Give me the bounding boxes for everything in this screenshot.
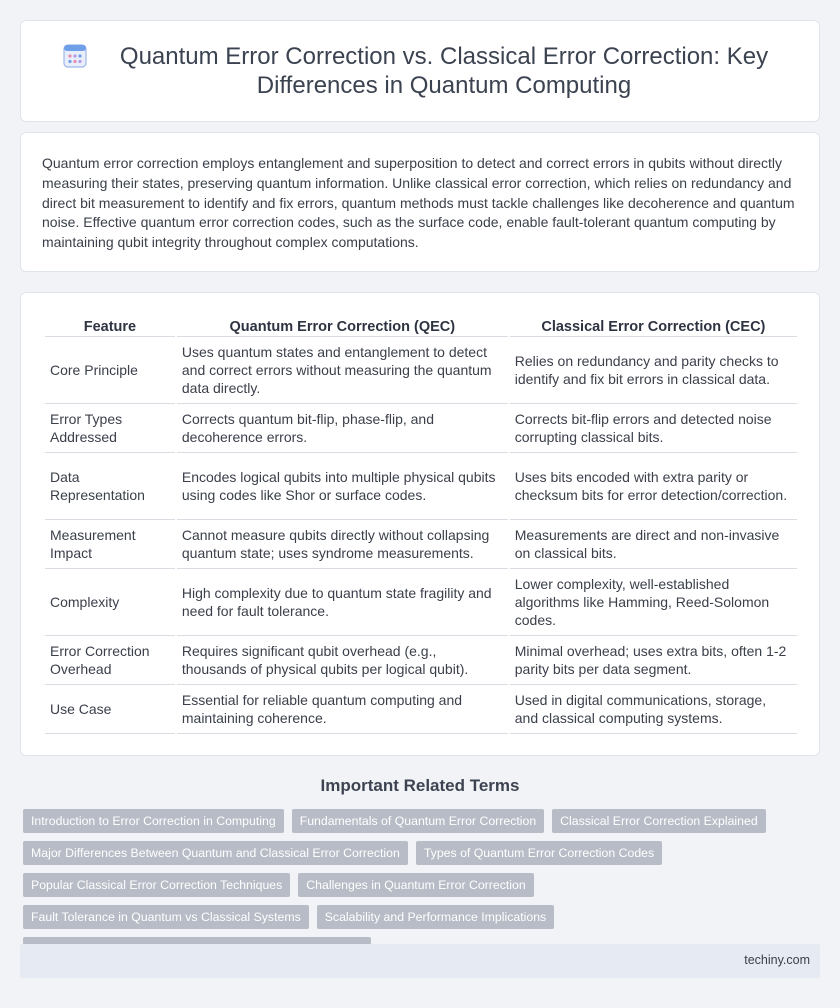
title-row xyxy=(21,21,819,121)
header-qec: Quantum Error Correction (QEC) xyxy=(177,315,508,337)
qec-cell: Cannot measure qubits directly without collapsing quantum state; uses syndrome measurements. xyxy=(177,520,508,569)
feature-cell: Error Correction Overhead xyxy=(45,636,175,685)
related-term-tag[interactable]: Types of Quantum Error Correction Codes xyxy=(416,841,662,865)
feature-cell: Measurement Impact xyxy=(45,520,175,569)
cec-cell: Corrects bit-flip errors and detected noise corrupting classical bits. xyxy=(510,404,797,453)
table-row xyxy=(45,569,797,636)
related-term-tag[interactable]: Scalability and Performance Implications xyxy=(317,905,554,929)
header-feature: Feature xyxy=(45,315,175,337)
related-term-tag[interactable]: Popular Classical Error Correction Techniques xyxy=(23,873,290,897)
qec-cell: Essential for reliable quantum computing and maintaining coherence. xyxy=(177,685,508,734)
table-row xyxy=(45,520,797,569)
related-terms-list xyxy=(23,809,813,961)
comparison-table xyxy=(43,315,799,734)
page-title: Quantum Error Correction vs. Classical Error Correction: Key Differences in Quantum Computing xyxy=(119,43,769,99)
footer xyxy=(20,944,820,978)
related-term-tag[interactable]: Classical Error Correction Explained xyxy=(552,809,766,833)
cec-cell: Minimal overhead; uses extra bits, often 1-2 parity bits per data segment. xyxy=(510,636,797,685)
related-term-tag[interactable]: Challenges in Quantum Error Correction xyxy=(298,873,533,897)
related-term-tag[interactable]: Fault Tolerance in Quantum vs Classical Systems xyxy=(23,905,309,929)
table-header-row xyxy=(45,315,797,337)
cec-cell: Measurements are direct and non-invasive on classical bits. xyxy=(510,520,797,569)
header-card xyxy=(20,20,820,122)
qec-cell: Uses quantum states and entanglement to detect and correct errors without measuring the quantum data directly. xyxy=(177,337,508,404)
feature-cell: Core Principle xyxy=(45,337,175,404)
comparison-table-card xyxy=(20,292,820,756)
intro-card xyxy=(20,132,820,272)
related-terms-heading: Important Related Terms xyxy=(320,776,520,795)
feature-cell: Data Representation xyxy=(45,453,175,520)
table-row xyxy=(45,337,797,404)
cec-cell: Lower complexity, well-established algorithms like Hamming, Reed-Solomon codes. xyxy=(510,569,797,636)
feature-cell: Error Types Addressed xyxy=(45,404,175,453)
calendar-grid-icon xyxy=(61,42,89,70)
cec-cell: Relies on redundancy and parity checks to identify and fix bit errors in classical data. xyxy=(510,337,797,404)
related-term-tag[interactable]: Major Differences Between Quantum and Classical Error Correction xyxy=(23,841,408,865)
footer-site-link[interactable]: techiny.com xyxy=(744,953,810,967)
cec-cell: Used in digital communications, storage, and classical computing systems. xyxy=(510,685,797,734)
table-row xyxy=(45,453,797,520)
related-term-tag[interactable]: Fundamentals of Quantum Error Correction xyxy=(292,809,544,833)
feature-cell: Use Case xyxy=(45,685,175,734)
qec-cell: High complexity due to quantum state fragility and need for fault tolerance. xyxy=(177,569,508,636)
header-cec: Classical Error Correction (CEC) xyxy=(510,315,797,337)
table-row xyxy=(45,404,797,453)
cec-cell: Uses bits encoded with extra parity or checksum bits for error detection/correction. xyxy=(510,453,797,520)
table-row xyxy=(45,636,797,685)
intro-paragraph: Quantum error correction employs entanglement and superposition to detect and correct errors in qubits without directly measuring their states, preserving quantum information. Unlike classical error correction, which relies on redundancy and direct bit measurement to identify and fix errors, quantum methods must tackle challenges like decoherence and quantum noise. Effective quantum error correction codes, such as the surface code, enable fault-tolerant quantum computing by maintaining qubit integrity throughout complex computations. xyxy=(42,155,795,251)
table-row xyxy=(45,685,797,734)
qec-cell: Requires significant qubit overhead (e.g., thousands of physical qubits per logical qubit). xyxy=(177,636,508,685)
related-term-tag[interactable]: Introduction to Error Correction in Computing xyxy=(23,809,284,833)
qec-cell: Corrects quantum bit-flip, phase-flip, and decoherence errors. xyxy=(177,404,508,453)
feature-cell: Complexity xyxy=(45,569,175,636)
qec-cell: Encodes logical qubits into multiple physical qubits using codes like Shor or surface codes. xyxy=(177,453,508,520)
